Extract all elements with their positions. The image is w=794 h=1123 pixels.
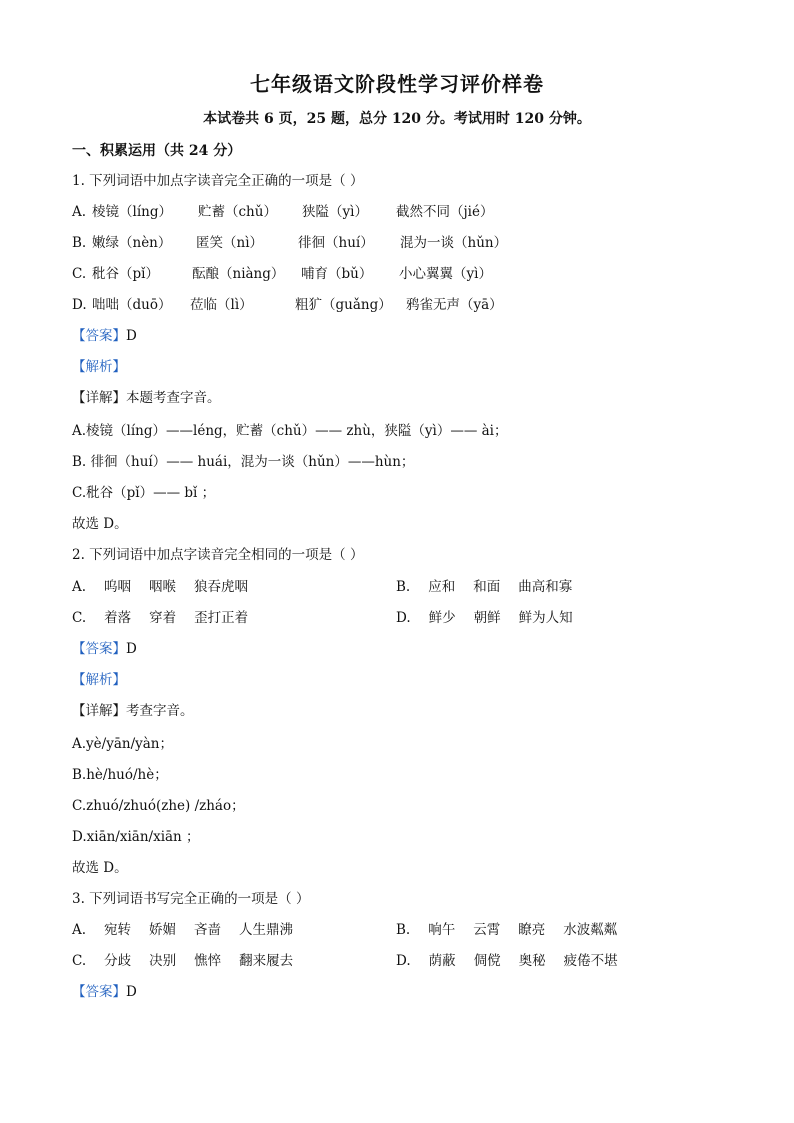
q1-option-a-word4: 截然不同（jié） <box>396 204 494 220</box>
option-letter: C. <box>72 610 87 626</box>
option-letter: D. <box>396 610 411 626</box>
q3-option-d <box>396 952 618 970</box>
option-word: 朝鲜 <box>473 610 501 626</box>
option-word: 和面 <box>473 579 501 595</box>
option-word: 呜咽 <box>104 579 132 595</box>
q1-option-b-word2: 匿笑（nì） <box>196 235 264 251</box>
q1-analysis <box>72 358 126 376</box>
option-word: 穿着 <box>149 610 177 626</box>
detail-text: 本题考查字音。 <box>126 390 221 406</box>
q2-explain-line: D.xiān/xiān/xiān ； <box>72 829 200 845</box>
q2-option-a <box>72 578 248 596</box>
option-word: 水波粼粼 <box>563 922 618 938</box>
option-letter: B. <box>396 922 411 938</box>
q1-option-b-word1: 嫩绿（nèn） <box>92 235 172 251</box>
q1-option-c-word1: 秕谷（pǐ） <box>92 266 159 282</box>
option-word: 咽喉 <box>149 579 177 595</box>
q1-option-d-word4: 鸦雀无声（yā） <box>406 297 503 313</box>
q2-detail <box>72 702 194 720</box>
q3-option-b <box>396 921 617 939</box>
option-word: 倜傥 <box>473 953 501 969</box>
q3-option-a <box>72 921 293 939</box>
answer-tag: 【答案】 <box>72 641 126 657</box>
q2-option-d <box>396 609 573 627</box>
answer-value: D <box>126 641 137 657</box>
q1-option-d-word2: 莅临（lì） <box>190 297 253 313</box>
q1-option-d-word3: 粗犷（guǎng） <box>295 297 392 313</box>
option-word: 应和 <box>428 579 456 595</box>
answer-value: D <box>126 984 137 1000</box>
q2-explain-line: B.hè/huó/hè； <box>72 767 168 783</box>
q2-option-b <box>396 578 572 596</box>
option-letter: C. <box>72 953 87 969</box>
option-word: 云霄 <box>473 922 501 938</box>
option-word: 鲜为人知 <box>518 610 573 626</box>
option-word: 奥秘 <box>518 953 546 969</box>
option-word: 憔悴 <box>194 953 222 969</box>
option-letter: A. <box>72 579 87 595</box>
doc-subtitle: 本试卷共 6 页，25 题，总分 120 分。考试用时 120 分钟。 <box>203 111 591 127</box>
q1-option-a-word1: 棱镜（líng） <box>92 204 172 220</box>
q1-option-c-word4: 小心翼翼（yì） <box>399 266 492 282</box>
option-word: 分歧 <box>104 953 132 969</box>
q1-option-a-word2: 贮蓄（chǔ） <box>198 204 277 220</box>
q1-option-b-word3: 徘徊（huí） <box>298 235 374 251</box>
q3-stem: 3. 下列词语书写完全正确的一项是（ ） <box>72 891 310 907</box>
q1-option-c-word3: 哺育（bǔ） <box>301 266 373 282</box>
option-word: 鲜少 <box>428 610 456 626</box>
answer-tag: 【答案】 <box>72 328 126 344</box>
q1-conclusion: 故选 D。 <box>72 516 128 532</box>
q1-answer <box>72 327 137 345</box>
q1-option-a-letter: A. <box>72 204 87 220</box>
q1-option-b-word4: 混为一谈（hǔn） <box>400 235 508 251</box>
option-word: 曲高和寡 <box>518 579 573 595</box>
q1-option-c-letter: C. <box>72 266 87 282</box>
q1-option-a-word3: 狭隘（yì） <box>302 204 368 220</box>
detail-tag: 【详解】 <box>72 390 126 406</box>
option-word: 娇媚 <box>149 922 177 938</box>
q1-option-c-word2: 酝酿（niàng） <box>192 266 285 282</box>
doc-title: 七年级语文阶段性学习评价样卷 <box>250 72 544 96</box>
option-word: 宛转 <box>104 922 132 938</box>
q1-explain-line: C.秕谷（pǐ）—— bǐ ； <box>72 485 216 501</box>
option-word: 荫蔽 <box>428 953 456 969</box>
q3-answer <box>72 983 137 1001</box>
q3-option-c <box>72 952 293 970</box>
option-letter: B. <box>396 579 411 595</box>
option-word: 人生鼎沸 <box>239 922 294 938</box>
q1-explain-line: B. 徘徊（huí）—— huái，混为一谈（hǔn）——hùn； <box>72 454 415 470</box>
option-letter: A. <box>72 922 87 938</box>
option-letter: D. <box>396 953 411 969</box>
option-word: 翻来履去 <box>239 953 294 969</box>
analysis-tag: 【解析】 <box>72 359 126 375</box>
option-word: 响午 <box>428 922 456 938</box>
option-word: 决别 <box>149 953 177 969</box>
option-word: 瞭亮 <box>518 922 546 938</box>
answer-tag: 【答案】 <box>72 984 126 1000</box>
q2-explain-line: C.zhuó/zhuó(zhe) /zháo； <box>72 798 245 814</box>
q2-explain-line: A.yè/yān/yàn； <box>72 736 173 752</box>
option-word: 疲倦不堪 <box>563 953 618 969</box>
q1-explain-line: A.棱镜（líng）——léng，贮蓄（chǔ）—— zhù，狭隘（yì）—— ài； <box>72 423 508 439</box>
q2-answer <box>72 640 137 658</box>
detail-text: 考查字音。 <box>126 703 194 719</box>
q1-detail <box>72 389 221 407</box>
detail-tag: 【详解】 <box>72 703 126 719</box>
q1-option-d-word1: 咄咄（duō） <box>92 297 172 313</box>
option-word: 着落 <box>104 610 132 626</box>
section-heading: 一、积累运用（共 24 分） <box>72 143 242 159</box>
q2-option-c <box>72 609 248 627</box>
q1-stem: 1. 下列词语中加点字读音完全正确的一项是（ ） <box>72 173 364 189</box>
q2-stem: 2. 下列词语中加点字读音完全相同的一项是（ ） <box>72 547 364 563</box>
q2-analysis <box>72 671 126 689</box>
analysis-tag: 【解析】 <box>72 672 126 688</box>
q1-option-d-letter: D. <box>72 297 87 313</box>
option-word: 吝啬 <box>194 922 222 938</box>
q1-option-b-letter: B. <box>72 235 87 251</box>
option-word: 歪打正着 <box>194 610 249 626</box>
option-word: 狼吞虎咽 <box>194 579 249 595</box>
q2-conclusion: 故选 D。 <box>72 860 128 876</box>
answer-value: D <box>126 328 137 344</box>
